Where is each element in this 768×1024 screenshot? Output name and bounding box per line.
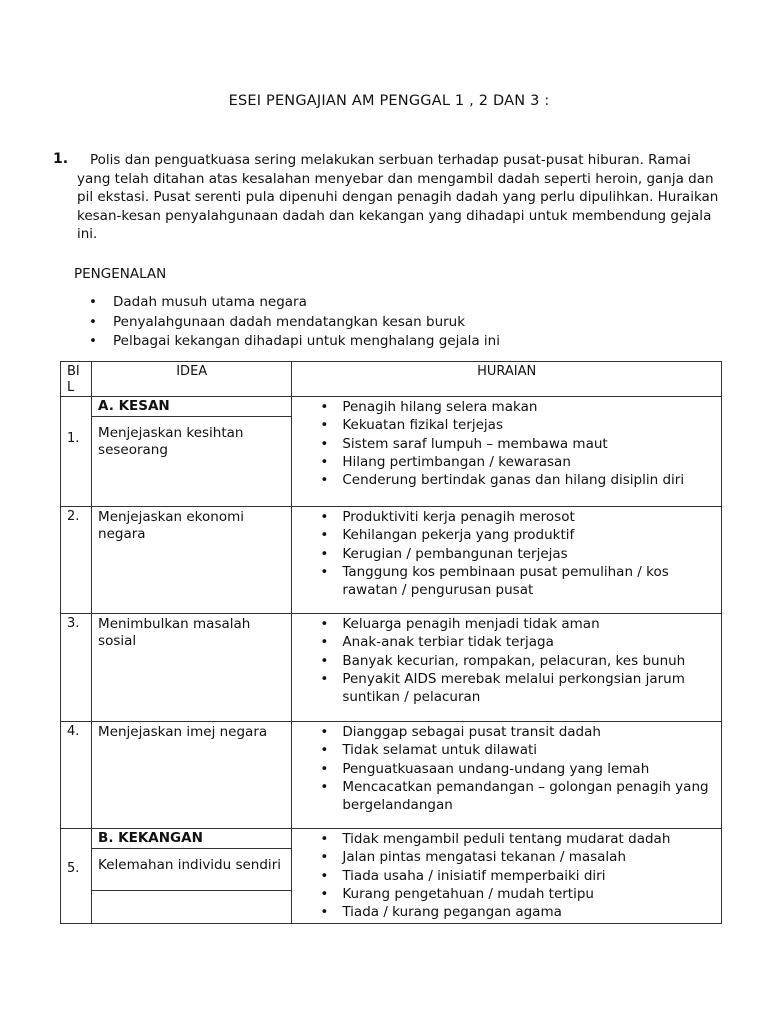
list-item: • Keluarga penagih menjadi tidak aman [292,615,721,633]
essay-table [60,361,722,924]
list-item: • Tiada / kurang pegangan agama [292,903,721,921]
row-number: 3. [61,614,92,722]
row-number: 2. [61,507,92,614]
list-item: • Anak-anak terbiar tidak terjaga [292,633,721,651]
table-row [61,722,722,829]
list-item: • Dianggap sebagai pusat transit dadah [292,723,721,741]
idea-text: Menjejaskan kesihtan seseorang [98,425,244,458]
list-item: • Kekuatan fizikal terjejas [292,416,721,434]
intro-points [74,293,500,352]
table-row [61,614,722,722]
row-huraian [292,507,722,614]
intro-point: • Dadah musuh utama negara [74,293,500,313]
question-text [77,151,727,244]
row-huraian [292,829,722,924]
section-heading-kesan: A. KESAN [92,397,291,417]
list-item: • Produktiviti kerja penagih merosot [292,508,721,526]
list-item: • Tanggung kos pembinaan pusat pemulihan / kos rawatan / pengurusan pusat [292,563,721,600]
header-huraian: HURAIAN [292,362,722,397]
question-text-body: Polis dan penguatkuasa sering melakukan serbuan terhadap pusat-pusat hiburan. Ramai yang telah ditahan atas kesalahan menyebar dan mengambil dadah seperti heroin, ganja dan pil ekstasi. Pusat serenti pula dipenuhi dengan penagih dadah yang perlu dipulihkan. Huraikan kesan-kesan penyalahgunaan dadah dan kekangan yang dihadapi untuk membendung gejala ini. [77,152,719,242]
table-row [61,397,722,507]
idea-text: Menjejaskan imej negara [98,724,268,740]
intro-heading: PENGENALAN [74,266,167,282]
list-item: • Penyakit AIDS merebak melalui perkongsian jarum suntikan / pelacuran [292,670,721,707]
idea-text: Menimbulkan masalah sosial [98,616,251,649]
list-item: • Kurang pengetahuan / mudah tertipu [292,885,721,903]
idea-text: Menjejaskan ekonomi negara [98,509,244,542]
row-huraian [292,722,722,829]
row-idea [92,397,292,507]
list-item: • Penagih hilang selera makan [292,398,721,416]
question-number: 1. [53,151,69,167]
table-row [61,507,722,614]
row-number: 4. [61,722,92,829]
idea-text: Kelemahan individu sendiri [98,857,281,873]
cell-divider [92,890,291,911]
list-item: • Sistem saraf lumpuh – membawa maut [292,435,721,453]
list-item: • Banyak kecurian, rompakan, pelacuran, kes bunuh [292,652,721,670]
list-item: • Mencacatkan pemandangan – golongan penagih yang bergelandangan [292,778,721,815]
list-item: • Penguatkuasaan undang-undang yang lemah [292,760,721,778]
list-item: • Tiada usaha / inisiatif memperbaiki diri [292,867,721,885]
row-idea [92,507,292,614]
intro-point: • Pelbagai kekangan dihadapi untuk menghalang gejala ini [74,332,500,352]
list-item: • Cenderung bertindak ganas dan hilang disiplin diri [292,471,721,489]
row-huraian [292,614,722,722]
row-idea [92,829,292,924]
row-number: 1. [61,397,92,507]
list-item: • Tidak mengambil peduli tentang mudarat dadah [292,830,721,848]
intro-point: • Penyalahgunaan dadah mendatangkan kesan buruk [74,313,500,333]
section-heading-kekangan: B. KEKANGAN [92,829,291,849]
row-idea [92,614,292,722]
list-item: • Kerugian / pembangunan terjejas [292,545,721,563]
list-item: • Tidak selamat untuk dilawati [292,741,721,759]
table-header-row [61,362,722,397]
row-idea [92,722,292,829]
list-item: • Jalan pintas mengatasi tekanan / masalah [292,848,721,866]
row-huraian [292,397,722,507]
header-idea: IDEA [92,362,292,397]
list-item: • Hilang pertimbangan / kewarasan [292,453,721,471]
list-item: • Kehilangan pekerja yang produktif [292,526,721,544]
document-title: ESEI PENGAJIAN AM PENGGAL 1 , 2 DAN 3 : [228,93,550,109]
row-number: 5. [61,829,92,924]
table-row [61,829,722,924]
header-bil: BI L [61,362,92,397]
